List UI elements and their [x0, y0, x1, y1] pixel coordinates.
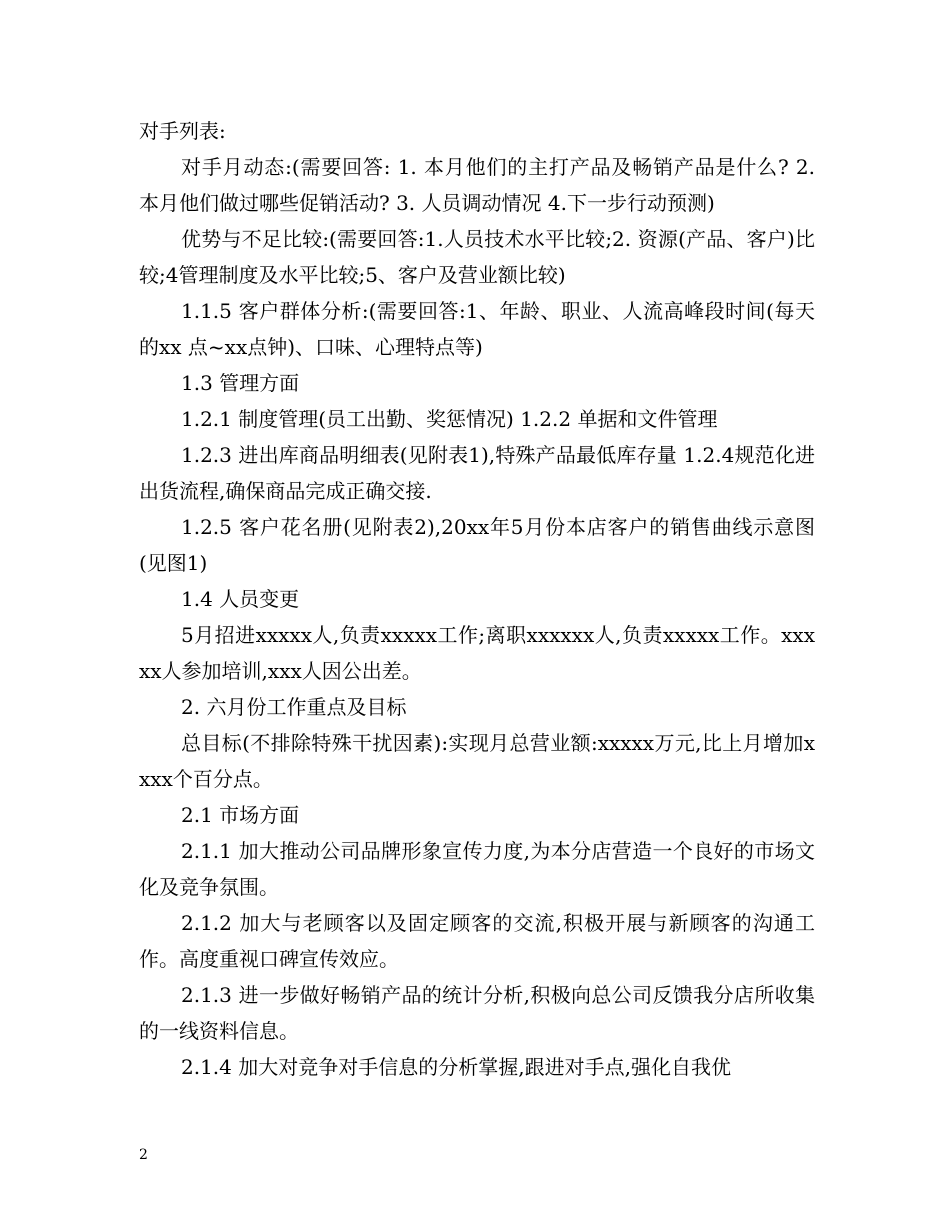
paragraph: 2.1.1 加大推动公司品牌形象宣传力度,为本分店营造一个良好的市场文化及竞争氛围。 [139, 839, 815, 899]
section-heading: 2. 六月份工作重点及目标 [181, 695, 407, 719]
paragraph: 2.1.4 加大对竞争对手信息的分析掌握,跟进对手点,强化自我优 [181, 1055, 731, 1079]
paragraph: 5月招进xxxxx人,负责xxxxx工作;离职xxxxxx人,负责xxxxx工作。xxxxx人参加培训,xxx人因公出差。 [139, 623, 815, 683]
document-body [139, 113, 815, 1085]
paragraph: 2.1.3 进一步做好畅销产品的统计分析,积极向总公司反馈我分店所收集的一线资料信息。 [139, 983, 815, 1043]
paragraph: 1.2.5 客户花名册(见附表2),20xx年5月份本店客户的销售曲线示意图(见图1) [139, 515, 815, 575]
paragraph: 1.2.3 进出库商品明细表(见附表1),特殊产品最低库存量 1.2.4规范化进出货流程,确保商品完成正确交接. [139, 443, 815, 503]
paragraph: 对手月动态:(需要回答: 1. 本月他们的主打产品及畅销产品是什么? 2. 本月他们做过哪些促销活动? 3. 人员调动情况 4.下一步行动预测) [139, 155, 815, 215]
paragraph: 优势与不足比较:(需要回答:1.人员技术水平比较;2. 资源(产品、客户)比较;4管理制度及水平比较;5、客户及营业额比较) [139, 227, 815, 287]
section-heading: 1.4 人员变更 [181, 587, 300, 611]
section-heading: 2.1 市场方面 [181, 803, 300, 827]
paragraph: 2.1.2 加大与老顾客以及固定顾客的交流,积极开展与新顾客的沟通工作。高度重视口碑宣传效应。 [139, 911, 815, 971]
section-heading: 1.3 管理方面 [181, 371, 300, 395]
paragraph: 1.2.1 制度管理(员工出勤、奖惩情况) 1.2.2 单据和文件管理 [181, 407, 718, 431]
page-number: 2 [139, 1147, 148, 1163]
paragraph: 1.1.5 客户群体分析:(需要回答:1、年龄、职业、人流高峰段时间(每天的xx 点~xx点钟)、口味、心理特点等) [139, 299, 815, 359]
paragraph: 总目标(不排除特殊干扰因素):实现月总营业额:xxxxx万元,比上月增加xxxx个百分点。 [139, 731, 815, 791]
paragraph: 对手列表: [139, 119, 226, 143]
